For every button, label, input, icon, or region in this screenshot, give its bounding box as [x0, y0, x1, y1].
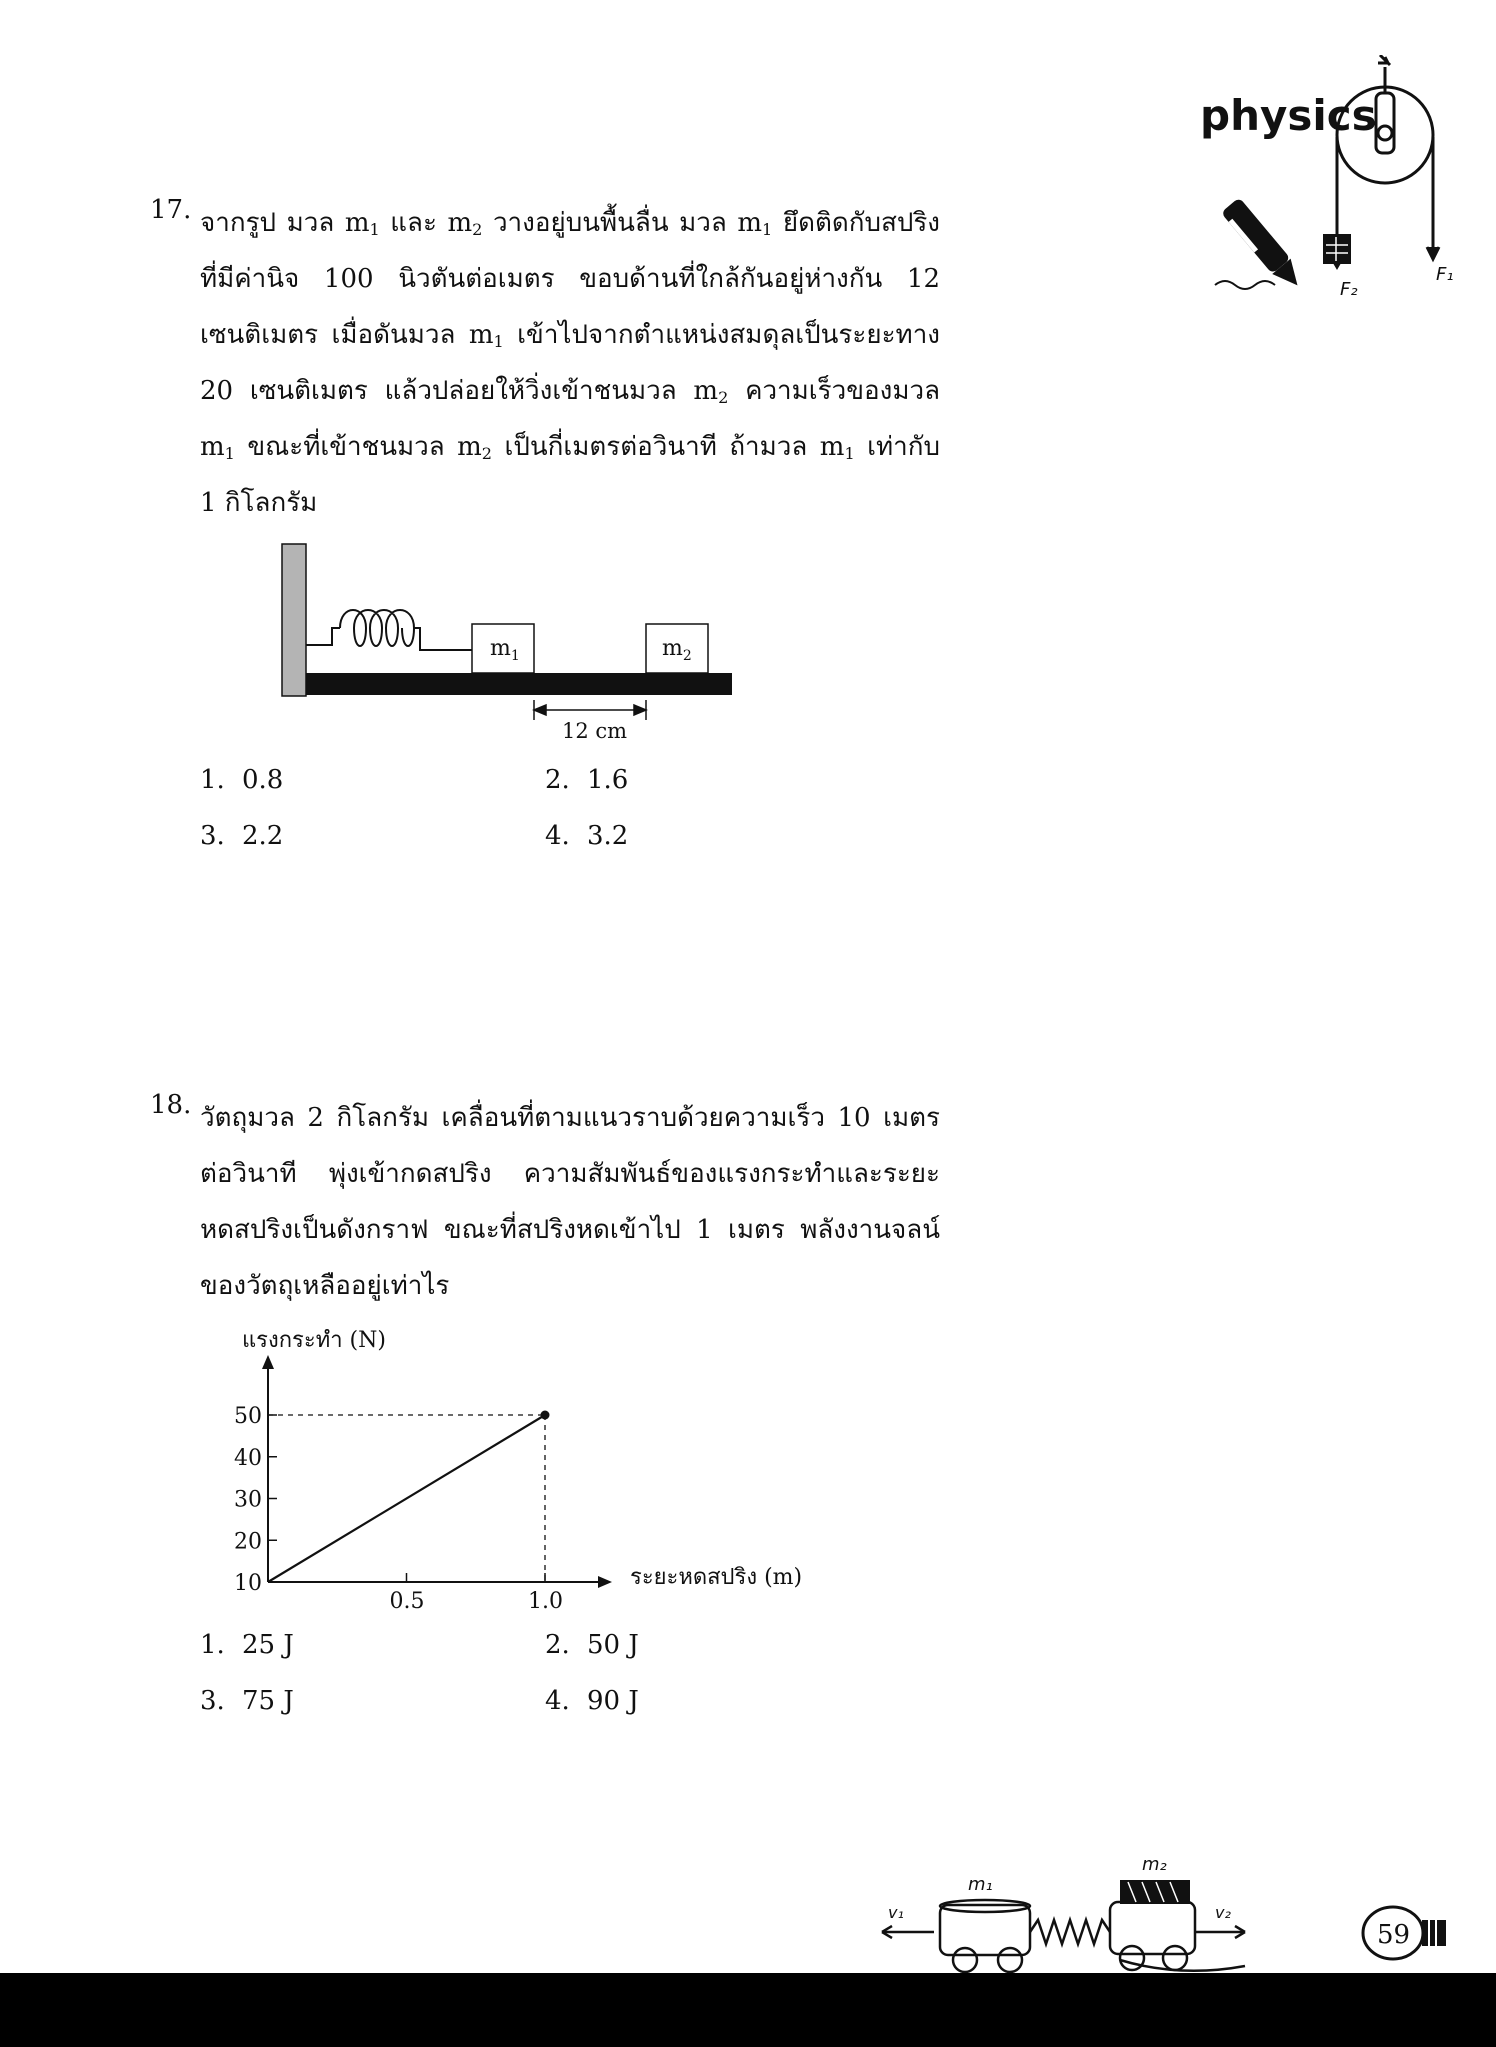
wall: [282, 544, 306, 696]
force-compression-chart: [220, 1325, 840, 1615]
question-line: $m_1$ ขณะที่เข้าชนมวล $m_2$ เป็นกี่เมตรต่อวินาที ถ้ามวล $m_1$ เท่ากับ: [200, 432, 940, 464]
x-axis-label: ระยะหดสปริง (m): [630, 1565, 803, 1590]
hanging-block: [1324, 235, 1350, 263]
floor: [306, 673, 732, 695]
q17-option-2[interactable]: 2. 1.6: [545, 765, 629, 795]
data-point: [541, 1411, 550, 1420]
x-tick-label: 1.0: [528, 1589, 563, 1614]
y-axis-arrow: [262, 1355, 274, 1369]
svg-text:m2: $m_2$: [662, 636, 692, 664]
y-axis-label: แรงกระทำ (N): [242, 1328, 386, 1353]
x-axis-arrow: [598, 1576, 612, 1588]
page-number: 59: [1377, 1920, 1411, 1950]
pen-wave: [1215, 281, 1275, 289]
f1-label: F₁: [1436, 264, 1454, 285]
question-line: จากรูป มวล $m_1$ และ $m_2$ วางอยู่บนพื้นลื่น มวล $m_1$ ยึดติดกับสปริง: [200, 208, 941, 240]
footer-carts-illustration: [870, 1850, 1250, 1973]
pen-icon: [1221, 197, 1307, 293]
q18-option-1[interactable]: 1. 25 J: [200, 1630, 294, 1660]
svg-text:m₂: m₂: [1142, 1854, 1167, 1875]
svg-text:m₁: m₁: [968, 1874, 993, 1895]
y-tick-label: 20: [234, 1529, 262, 1555]
question-text: [200, 195, 940, 531]
svg-text:v₁: v₁: [888, 1903, 904, 1922]
q18-option-4[interactable]: 4. 90 J: [545, 1686, 639, 1716]
question-line: 1 กิโลกรัม: [200, 488, 318, 518]
q18-option-3[interactable]: 3. 75 J: [200, 1686, 294, 1716]
question-number: 17.: [150, 195, 192, 225]
question-line: เซนติเมตร เมื่อดันมวล $m_1$ เข้าไปจากตำแหน่งสมดุลเป็นระยะทาง: [200, 320, 940, 352]
y-tick-label: 40: [234, 1445, 262, 1471]
svg-text:m1: $m_1$: [490, 636, 520, 664]
y-tick-label: 10: [234, 1571, 262, 1596]
q18-option-2[interactable]: 2. 50 J: [545, 1630, 639, 1660]
spring: [306, 610, 472, 650]
footer-bar: [0, 1973, 1496, 2047]
question-18: [150, 1090, 940, 1320]
header-logo: [1180, 55, 1470, 305]
question-line: ที่มีค่านิจ 100 นิวตันต่อเมตร ขอบด้านที่ใกล้กันอยู่ห่างกัน 12: [200, 264, 940, 294]
gap-dimension: [534, 700, 646, 720]
question-line: หดสปริงเป็นดังกราฟ ขณะที่สปริงหดเข้าไป 1 เมตร พลังงานจลน์: [200, 1215, 940, 1245]
q17-option-3[interactable]: 3. 2.2: [200, 821, 284, 851]
question-number: 18.: [150, 1090, 192, 1120]
question-line: ต่อวินาที พุ่งเข้ากดสปริง ความสัมพันธ์ของแรงกระทำและระยะ: [200, 1159, 940, 1189]
logo-text: physics: [1200, 91, 1377, 140]
question-text: [200, 1090, 940, 1314]
f2-label: F₂: [1340, 279, 1358, 300]
question-line: วัตถุมวล 2 กิโลกรัม เคลื่อนที่ตามแนวราบด้วยความเร็ว 10 เมตร: [200, 1103, 940, 1133]
y-tick-label: 50: [234, 1404, 262, 1429]
question-line: ของวัตถุเหลืออยู่เท่าไร: [200, 1271, 450, 1301]
spring-mass-figure: [270, 540, 740, 750]
q17-option-1[interactable]: 1. 0.8: [200, 765, 284, 795]
page-number-bulb: [1360, 1898, 1460, 1968]
q17-option-4[interactable]: 4. 3.2: [545, 821, 629, 851]
gap-label: 12 cm: [562, 719, 628, 743]
question-17: [150, 195, 940, 535]
y-tick-label: 30: [234, 1487, 262, 1513]
x-tick-label: 0.5: [389, 1589, 425, 1614]
data-line: [268, 1415, 545, 1582]
svg-text:v₂: v₂: [1215, 1903, 1231, 1922]
question-line: 20 เซนติเมตร แล้วปล่อยให้วิ่งเข้าชนมวล $m_2$ ความเร็วของมวล: [200, 376, 941, 408]
